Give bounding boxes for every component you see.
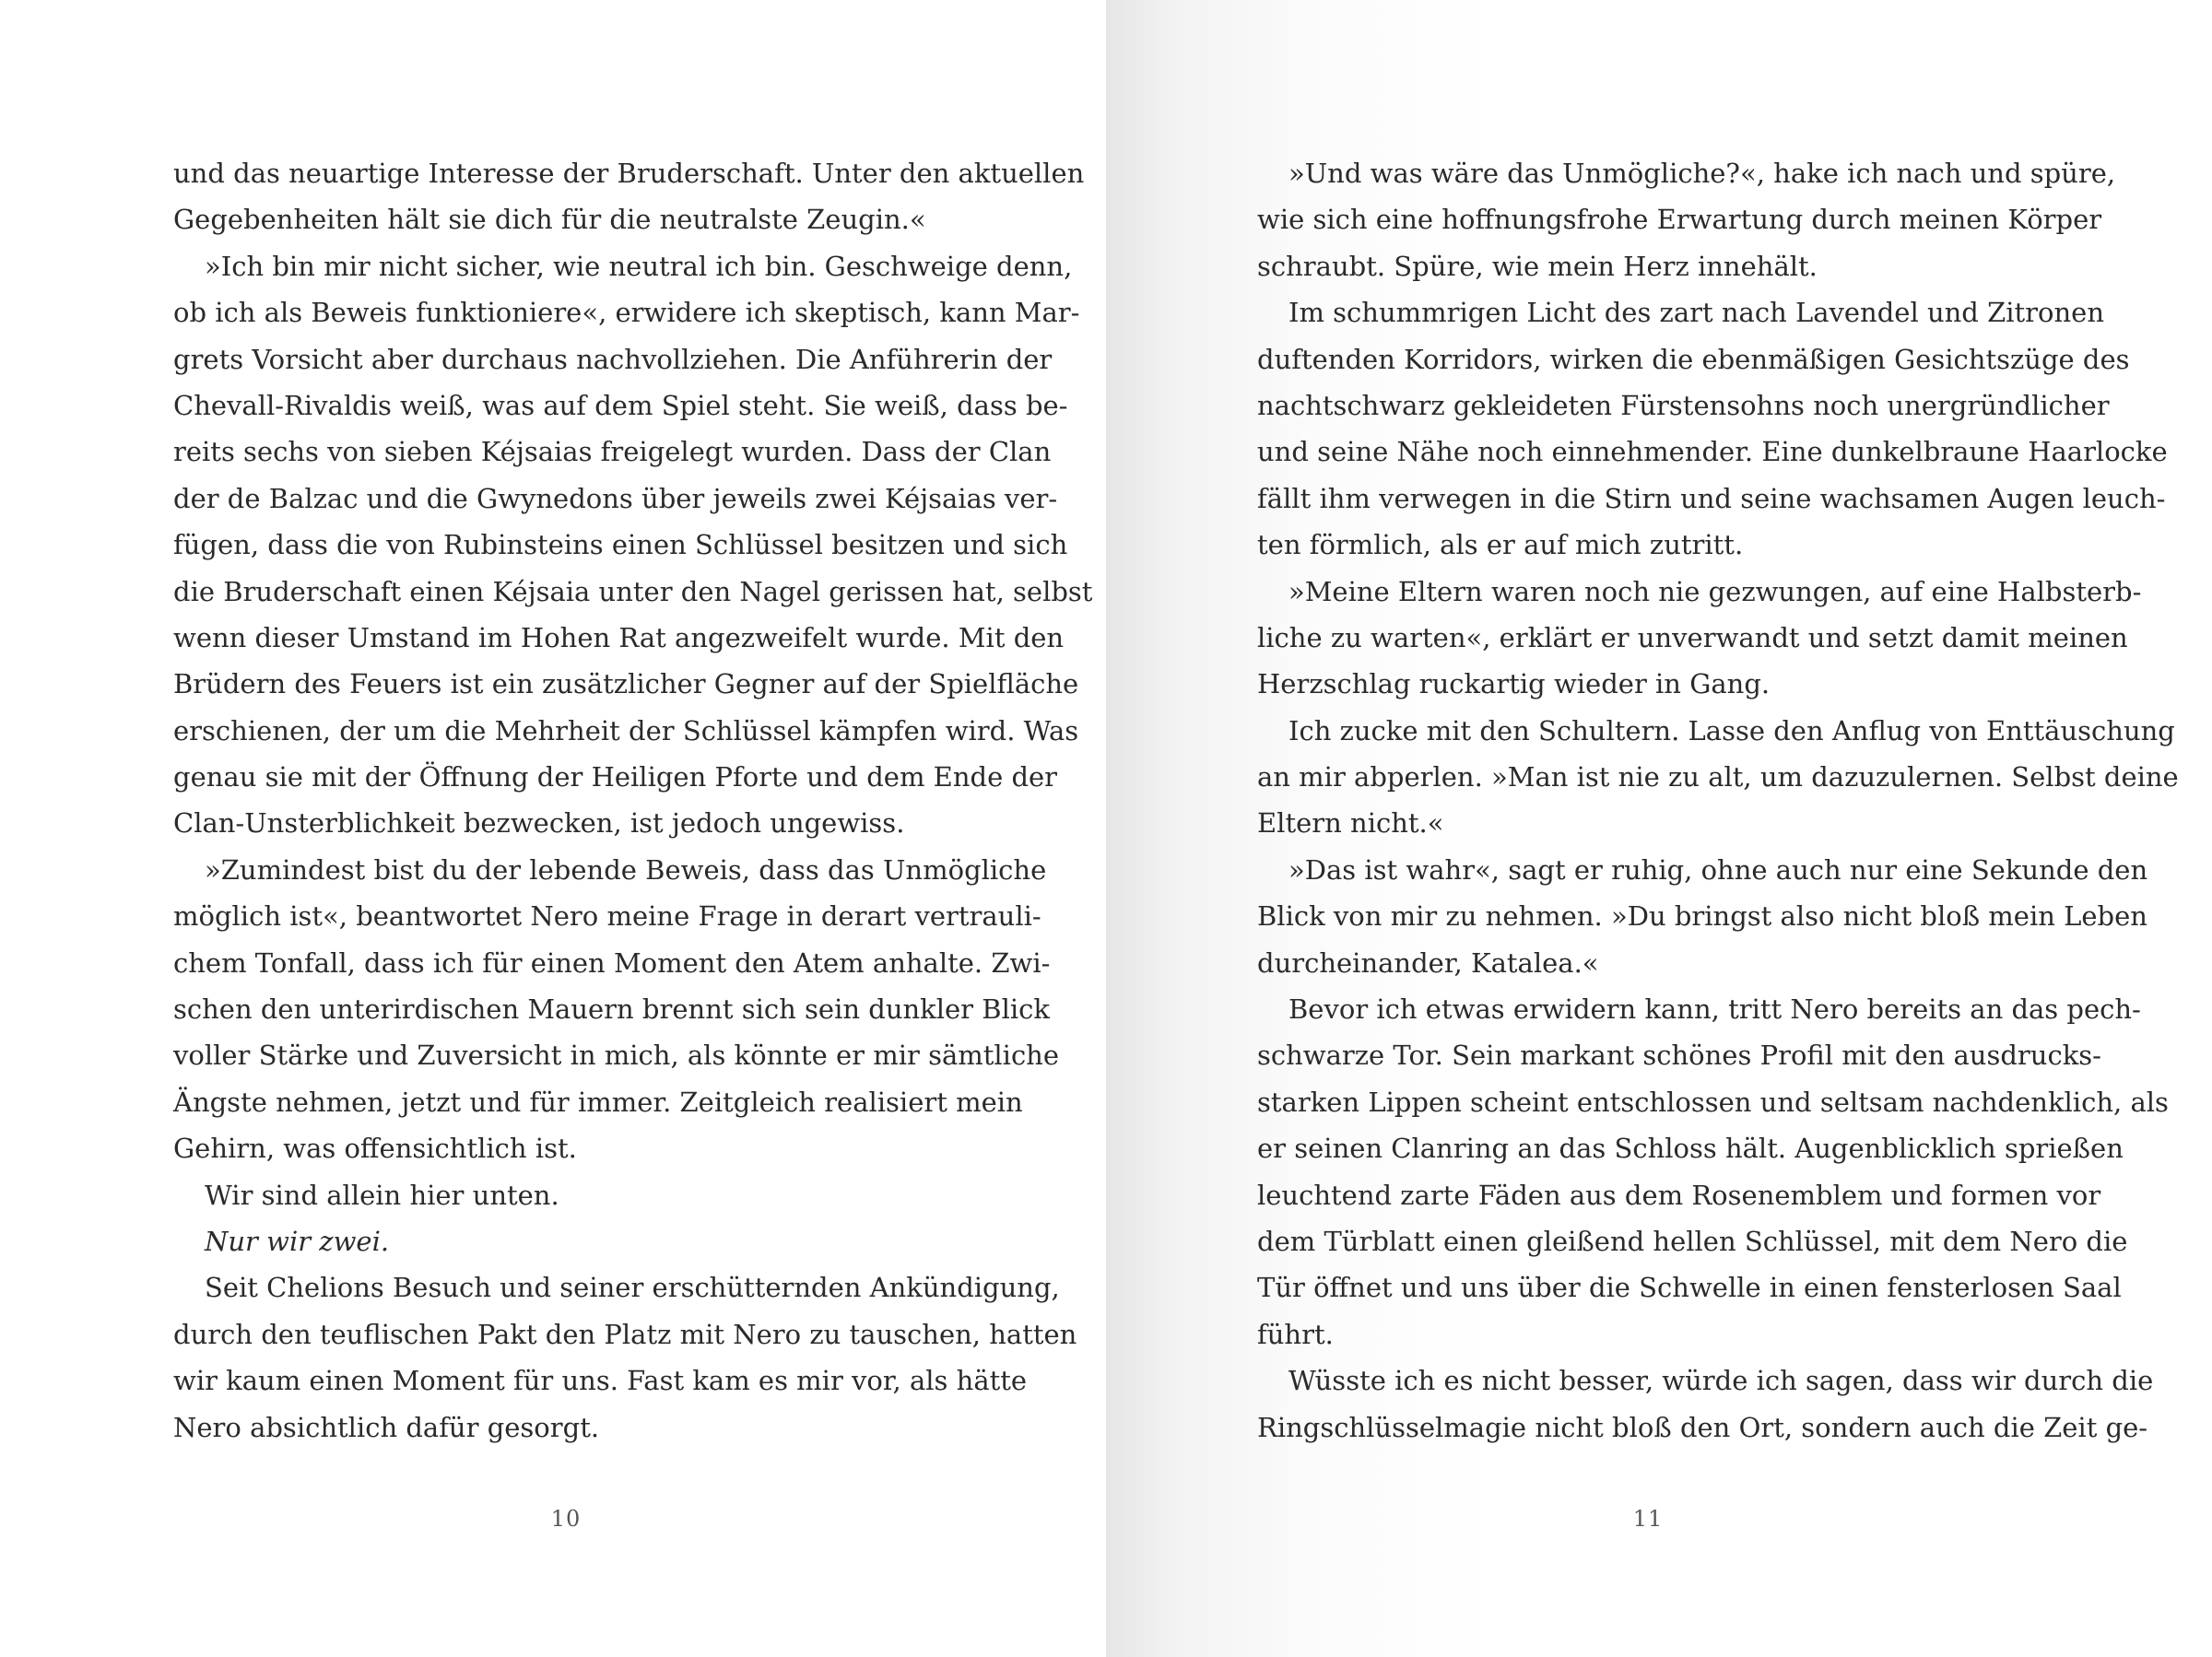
text-line: schwarze Tor. Sein markant schönes Profil mit den ausdrucks- [1257,1040,2101,1072]
text-line: und das neuartige Interesse der Bruderschaft. Unter den aktuellen [173,158,1085,189]
text-line: reits sechs von sieben Kéjsaias freigelegt wurden. Dass der Clan [173,436,1052,468]
text-line: Clan-Unsterblichkeit bezwecken, ist jedoch ungewiss. [173,807,905,840]
text-line: an mir abperlen. »Man ist nie zu alt, um dazuzulernen. Selbst deine [1257,761,2179,793]
text-line: wie sich eine hoffnungsfrohe Erwartung durch meinen Körper [1257,204,2102,236]
text-line: »Ich bin mir nicht sicher, wie neutral ich bin. Geschweige denn, [205,250,1073,282]
text-line: leuchtend zarte Fäden aus dem Rosenemblem und formen vor [1257,1179,2101,1211]
text-line: chem Tonfall, dass ich für einen Moment den Atem anhalte. Zwi- [173,946,1051,979]
text-line: Nur wir zwei. [205,1225,390,1257]
left-page-number: 10 [550,1506,582,1532]
text-line: voller Stärke und Zuversicht in mich, als könnte er mir sämtliche [173,1040,1060,1072]
right-page-number: 11 [1632,1506,1664,1532]
text-line: ob ich als Beweis funktioniere«, erwidere ich skeptisch, kann Mar- [173,297,1080,329]
text-line: starken Lippen scheint entschlossen und seltsam nachdenklich, als [1257,1086,2169,1118]
text-line: Gehirn, was offensichtlich ist. [173,1133,577,1165]
text-line: Chevall-Rivaldis weiß, was auf dem Spiel steht. Sie weiß, dass be- [173,389,1068,421]
text-line: Eltern nicht.« [1257,807,1444,840]
text-line: grets Vorsicht aber durchaus nachvollziehen. Die Anführerin der [173,343,1053,375]
text-line: Ringschlüsselmagie nicht bloß den Ort, sondern auch die Zeit ge- [1257,1411,2148,1443]
text-line: Gegebenheiten hält sie dich für die neutralste Zeugin.« [173,204,926,236]
left-page-text [173,150,1093,1451]
text-line: duftenden Korridors, wirken die ebenmäßigen Gesichtszüge des [1257,343,2130,375]
text-line: Brüdern des Feuers ist ein zusätzlicher Gegner auf der Spielfläche [173,668,1079,700]
text-line: möglich ist«, beantwortet Nero meine Frage in derart vertrauli- [173,900,1041,933]
text-line: wenn dieser Umstand im Hohen Rat angezweifelt wurde. Mit den [173,621,1065,653]
text-line: Nero absichtlich dafür gesorgt. [173,1411,600,1443]
text-line: Blick von mir zu nehmen. »Du bringst also nicht bloß mein Leben [1257,900,2147,933]
text-line: fällt ihm verwegen in die Stirn und seine wachsamen Augen leuch- [1257,482,2166,514]
text-line: Seit Chelions Besuch und seiner erschütternden Ankündigung, [205,1272,1060,1304]
text-line: fügen, dass die von Rubinsteins einen Schlüssel besitzen und sich [173,529,1068,561]
text-line: »Zumindest bist du der lebende Beweis, dass das Unmögliche [205,853,1047,886]
text-line: Wir sind allein hier unten. [205,1179,559,1211]
text-line: erschienen, der um die Mehrheit der Schlüssel kämpfen wird. Was [173,714,1079,746]
text-line: Wüsste ich es nicht besser, würde ich sagen, dass wir durch die [1288,1365,2154,1397]
right-page-text [1257,150,2179,1451]
text-line: der de Balzac und die Gwynedons über jeweils zwei Kéjsaias ver- [173,482,1058,514]
text-line: schraubt. Spüre, wie mein Herz innehält. [1257,250,1818,282]
text-line: genau sie mit der Öffnung der Heiligen Pforte und dem Ende der [173,761,1058,793]
text-line: dem Türblatt einen gleißend hellen Schlüssel, mit dem Nero die [1257,1225,2128,1257]
text-line: schen den unterirdischen Mauern brennt sich sein dunkler Blick [173,993,1050,1026]
text-line: Herzschlag ruckartig wieder in Gang. [1257,668,1771,700]
text-line: »Das ist wahr«, sagt er ruhig, ohne auch nur eine Sekunde den [1288,853,2148,886]
text-line: »Meine Eltern waren noch nie gezwungen, auf eine Halbsterb- [1288,575,2142,607]
text-line: Ich zucke mit den Schultern. Lasse den Anflug von Enttäuschung [1288,714,2175,746]
text-line: durcheinander, Katalea.« [1257,946,1599,979]
text-line: nachtschwarz gekleideten Fürstensohns noch unergründlicher [1257,389,2110,421]
text-line: und seine Nähe noch einnehmender. Eine dunkelbraune Haarlocke [1257,436,2168,468]
text-line: führt. [1257,1318,1334,1350]
right-page [1106,0,2212,1657]
text-line: »Und was wäre das Unmögliche?«, hake ich nach und spüre, [1288,158,2116,189]
text-line: Bevor ich etwas erwidern kann, tritt Nero bereits an das pech- [1288,993,2141,1026]
text-line: liche zu warten«, erklärt er unverwandt und setzt damit meinen [1257,621,2128,653]
text-line: durch den teuflischen Pakt den Platz mit Nero zu tauschen, hatten [173,1318,1077,1350]
text-line: er seinen Clanring an das Schloss hält. Augenblicklich sprießen [1257,1133,2124,1165]
text-line: Ängste nehmen, jetzt und für immer. Zeitgleich realisiert mein [173,1086,1023,1118]
text-line: Tür öffnet und uns über die Schwelle in einen fensterlosen Saal [1257,1272,2122,1304]
text-line: die Bruderschaft einen Kéjsaia unter den Nagel gerissen hat, selbst [173,575,1093,607]
text-line: Im schummrigen Licht des zart nach Lavendel und Zitronen [1288,297,2105,329]
text-line: ten förmlich, als er auf mich zutritt. [1257,529,1744,561]
text-line: wir kaum einen Moment für uns. Fast kam es mir vor, als hätte [173,1365,1028,1397]
